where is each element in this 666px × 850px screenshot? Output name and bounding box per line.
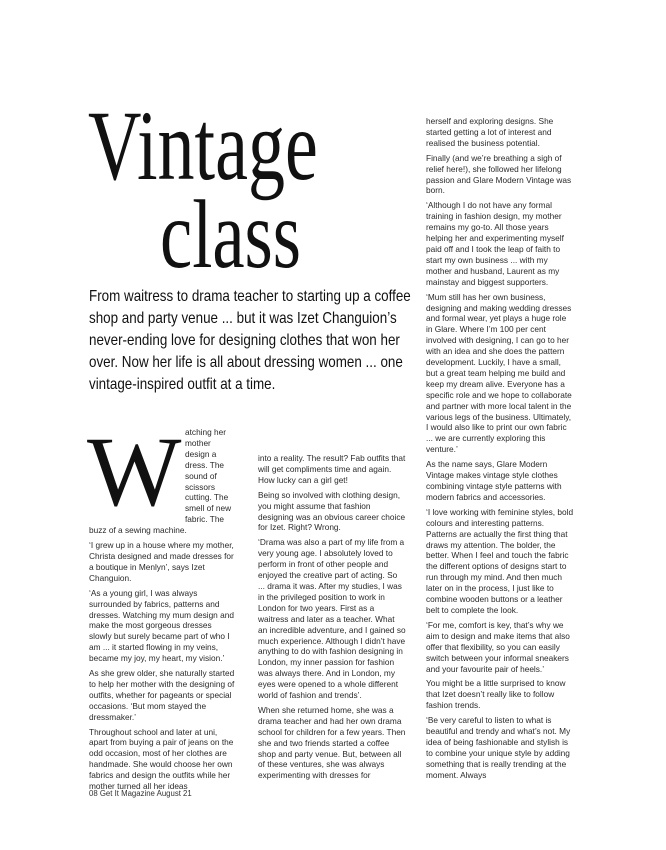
article-column-2 (258, 453, 406, 785)
paragraph: Finally (and we’re breathing a sigh of relief here!), she followed her lifelong passion and Glare Modern Vintage was born. (426, 152, 572, 196)
paragraph: As the name says, Glare Modern Vintage makes vintage style clothes combining vintage style patterns with modern fabrics and accessories. (426, 459, 562, 502)
paragraph: atching her mother design a dress. The sound of scissors cutting. The smell of new fabric. The buzz of a sewing machine. (89, 427, 232, 536)
article-column-1 (87, 416, 235, 796)
paragraph: ‘As a young girl, I was always surrounded by fabrics, patterns and dresses. Watching my mum design and make the most gorgeous dresses slowly but surely became part of who I am ... it started flowing in my veins, became my joy, my heart, my vision.’ (89, 587, 234, 664)
article-column-3 (426, 116, 574, 785)
drop-cap: W (87, 416, 182, 527)
paragraph: into a reality. The result? Fab outfits that will get compliments time and again. How lucky can a girl get! (258, 453, 406, 485)
headline-class: class (160, 181, 301, 289)
paragraph: ‘I grew up in a house where my mother, Christa designed and made dresses for a boutique in Menlyn’, says Izet Changuion. (89, 540, 234, 583)
paragraph: ‘For me, comfort is key, that’s why we aim to design and make items that also offer that flexibility, so you can easily switch between your informal sneakers and your favourite pair of heels.’ (426, 619, 570, 674)
standfirst: From waitress to drama teacher to starting up a coffee shop and party venue ... but it was Izet Changuion’s never-ending love for designing clothes that won her over. Now her life is all about dressing women ... one vintage-inspired outfit at a time. (89, 288, 411, 393)
paragraph: ‘Although I do not have any formal training in fashion design, my mother remains my go-to. All those years helping her and experimenting myself paid off and I took the leap of faith to start my own business ... with my mother and husband, Laurent as my mainstay and biggest supporters. (426, 200, 564, 287)
paragraph: You might be a little surprised to know that Izet doesn’t really like to follow fashion trends. (426, 678, 566, 711)
paragraph: ‘Mum still has her own business, designing and making wedding dresses and formal wear, yet plays a huge role in Glare. Where I’m 100 per cent involved with designing, I can go to her with an idea and she does the pattern development. Luckily, I have a small, but a great team helping me build and keep my dream alive. Everyone has a specific role and we hope to collaborate and partner with more local talent in the various legs of the business. Ultimately, I would also like to print our own fabric ... we are currently exploring this venture.’ (426, 291, 572, 455)
paragraph: When she returned home, she was a drama teacher and had her own drama school for children for a few years. Then she and two friends started a coffee shop and party venue. But, between all of these ventures, she was always experimenting with dresses for (258, 704, 406, 781)
paragraph: Throughout school and later at uni, apart from buying a pair of jeans on the odd occasion, most of her clothes are handmade. She would choose her own fabrics and design the outfits while her mother turned all her ideas (89, 726, 234, 792)
paragraph: ‘I love working with feminine styles, bold colours and interesting patterns. Patterns are actually the first thing that draws my attention. The bolder, the better. When I feel and touch the fabric the different options of designs start to run through my mind. And then much later on in the process, I just like to combine wooden buttons or a leather belt to complete the look. (426, 506, 574, 615)
paragraph: ‘Drama was also a part of my life from a very young age. I absolutely loved to perform in front of other people and enjoyed the creative part of acting. So ... drama it was. After my studies, I was in the privileged position to work in London for two years. First as a waitress and later as a teacher. What an incredible adventure, and I gained so much experience. Although I didn’t have anything to do with fashion designing in London, my inner passion for fashion was always there. And in London, my eyes were opened to a whole different world of fashion and trends’. (258, 537, 406, 701)
paragraph: As she grew older, she naturally started to help her mother with the designing of outfits, whether for pageants or special occasions. ‘But mom stayed the dressmaker.’ (89, 668, 235, 722)
headline-vintage: Vintage (88, 90, 318, 201)
paragraph: Being so involved with clothing design, you might assume that fashion designing was an obvious career choice for Izet. Right? Wrong. (258, 489, 406, 533)
paragraph: ‘Be very careful to listen to what is beautiful and trendy and what’s not. My idea of being fashionable and stylish is to combine your unique style by adding something that is really trending at the moment. Always (426, 715, 571, 780)
page-folio: 08 Get It Magazine August 21 (89, 789, 192, 798)
paragraph: herself and exploring designs. She started getting a lot of interest and realised the business potential. (426, 116, 554, 148)
